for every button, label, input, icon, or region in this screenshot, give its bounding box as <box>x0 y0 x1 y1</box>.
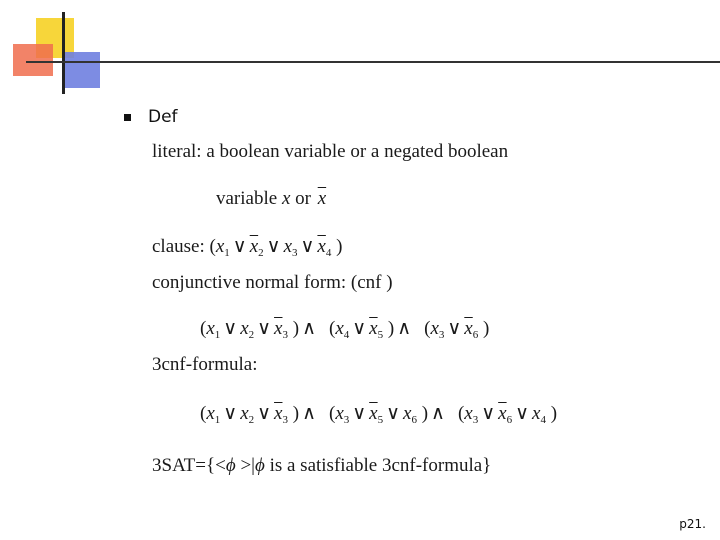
3cnf-example-formula: ($x_1$ ∨ $x_2$ ∨ $\overline{x}_3$ ) ∧ ($x_3$ ∨ $\overline{x}_5$ ∨ $x_6$ ) ∧ ($x_3$ ∨ $\overline{x}_6$ ∨ $x_4$ ) <box>200 403 558 426</box>
clause-formula: ($x_1$ ∨ $\overline{x}_2$ ∨ $x_3$ ∨ $\overline{x}_4$ ) <box>209 236 343 259</box>
cnf-label: conjunctive normal form: (cnf ) <box>152 272 393 293</box>
phi-symbol-2: ϕ <box>254 455 265 476</box>
sat-end: is a satisfiable 3cnf-formula} <box>269 455 492 476</box>
var-x: x <box>281 188 291 209</box>
section-heading: Def <box>148 107 178 127</box>
slide-logo <box>0 0 720 110</box>
sat-mid: >| <box>240 455 255 476</box>
literal-definition: literal: a boolean variable or a negated boolean <box>152 141 509 162</box>
formula-label: 3cnf-formula: <box>152 354 258 375</box>
logo-blue-square <box>62 52 100 88</box>
or-word: or <box>295 188 311 209</box>
clause-line <box>152 237 342 259</box>
cnf-example-formula: ($x_1$ ∨ $x_2$ ∨ $\overline{x}_3$ ) ∧ ($x_4$ ∨ $\overline{x}_5$ ) ∧ ($x_3$ ∨ $\overline{x}_6$ ) <box>200 318 490 341</box>
logo-vertical-line <box>62 12 65 94</box>
3sat-definition <box>152 456 491 475</box>
header-rule <box>26 61 720 63</box>
page-number: p21. <box>679 517 706 531</box>
logo-red-square <box>13 44 53 76</box>
var-x-negated: $\overline{x}$ <box>317 188 327 209</box>
sat-label: 3SAT={< <box>152 455 226 476</box>
bullet-icon <box>124 114 131 121</box>
literal-definition-cont <box>216 189 326 208</box>
phi-symbol: ϕ <box>225 455 236 476</box>
clause-label: clause: <box>152 236 205 257</box>
variable-word: variable <box>216 188 278 209</box>
